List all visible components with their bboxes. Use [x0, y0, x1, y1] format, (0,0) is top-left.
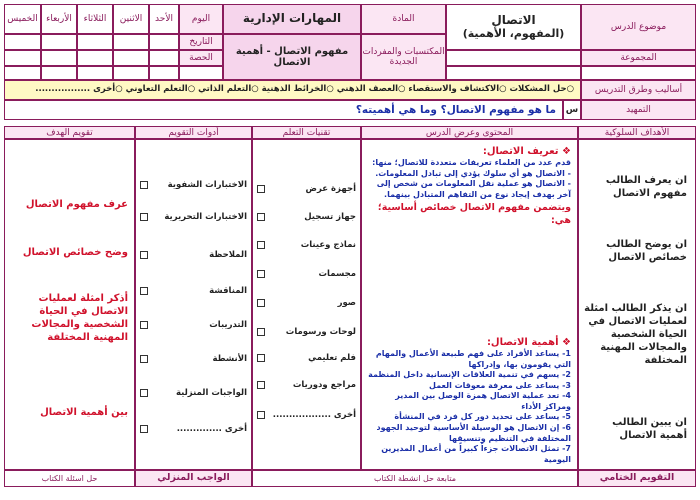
period-wed [41, 50, 77, 66]
empty-cell [77, 66, 113, 80]
checkbox[interactable] [257, 241, 265, 249]
checkbox[interactable] [257, 213, 265, 221]
goal-eval-item: عرف مفهوم الاتصال [25, 199, 128, 210]
empty-cell [113, 66, 149, 80]
content-column [361, 139, 578, 470]
col-header-assessment-tools: أدوات التقويم [135, 126, 252, 139]
group-value [446, 50, 581, 66]
importance-block [366, 336, 571, 465]
date-label: التاريخ [179, 34, 223, 50]
technique-item[interactable] [257, 212, 356, 222]
checkbox[interactable] [140, 213, 148, 221]
goal-eval-item: بين أهمية الاتصال [40, 407, 128, 418]
objective-item: ان يوضح الطالب خصائص الاتصال [606, 239, 687, 263]
group-label: المجموعة [581, 50, 696, 66]
technique-item[interactable] [257, 410, 356, 420]
checkbox[interactable] [257, 381, 265, 389]
technique-label: مراجع ودوريات [292, 380, 356, 390]
subject-label: المادة [361, 4, 446, 34]
tool-item[interactable] [140, 250, 247, 260]
goal-eval-item: أذكر امثلة لعمليات الاتصال في الحياة الشخصية والمجالات المهنية المختلفة [31, 293, 128, 343]
homework-label: الواجب المنزلي [135, 470, 252, 487]
importance-item: 4- تعد عملية الاتصال همزة الوصل بين المدير ومراكز الأداء [395, 391, 571, 411]
empty-cell [581, 66, 696, 80]
assessment-tools-column [135, 139, 252, 470]
lesson-subtitle: (المفهوم، الأهمية) [462, 26, 565, 40]
star-icon: ❖ [558, 146, 571, 157]
objective-item: ان يعرف الطالب مفهوم الاتصال [605, 175, 687, 199]
importance-item: 2- يسهم في تنمية العلاقات الإنسانية داخل المنظمة [368, 370, 571, 380]
technique-label: أجهزة عرض [305, 184, 356, 194]
tool-label: أخرى .............. [176, 424, 247, 434]
tool-label: الأنشطة [212, 354, 247, 364]
day-wed: الأربعاء [41, 4, 77, 34]
empty-cell [446, 66, 581, 80]
period-sun [149, 50, 179, 66]
date-tue [77, 34, 113, 50]
intro-q-prefix: س [563, 100, 581, 120]
intro-label: التمهيد [581, 100, 696, 120]
objective-item: ان يذكر الطالب امثلة لعمليات الاتصال في الحياة الشخصية والمجالات المهنية المختلفة [584, 303, 687, 366]
vocab-label: المكتسبات والمفردات الجديدة [361, 34, 446, 80]
technique-label: فلم تعليمي [308, 353, 356, 363]
definition-title-row [366, 145, 571, 158]
goal-eval-column [4, 139, 135, 470]
techniques-column [252, 139, 361, 470]
subject-value: المهارات الإدارية [223, 4, 361, 34]
day-tue: الثلاثاء [77, 4, 113, 34]
importance-item: 6- إن الاتصال هو الوسيلة الأساسية لتوحيد الجهود المختلفة في التنظيم وتنسيقها [376, 423, 571, 443]
importance-item: 7- تمثل الاتصالات جزءاً كبيراً من أعمال المديرين اليومية [381, 444, 571, 464]
importance-title-row [366, 336, 571, 349]
tool-label: الملاحظة [209, 250, 247, 260]
col-header-techniques: تقنيات التعلم [252, 126, 361, 139]
importance-title: أهمية الاتصال: [486, 337, 559, 348]
day-sun: الأحد [149, 4, 179, 34]
period-label: الحصة [179, 50, 223, 66]
empty-cell [179, 66, 223, 80]
technique-item[interactable] [257, 327, 356, 337]
checkbox[interactable] [140, 355, 148, 363]
date-thu [4, 34, 41, 50]
day-thu: الخميس [4, 4, 41, 34]
checkbox[interactable] [140, 389, 148, 397]
checkbox[interactable] [257, 299, 265, 307]
tool-label: الواجبات المنزلية [175, 388, 247, 398]
objective-item: ان يبين الطالب أهمية الاتصال [612, 417, 687, 441]
col-header-goal-eval: تقويم الهدف [4, 126, 135, 139]
tool-item[interactable] [140, 388, 247, 398]
technique-label: نماذج وعينات [300, 240, 356, 250]
definition-2: - الاتصال هو عملية نقل المعلومات من شخص إلى آخر بهدف إيجاد نوع من التفاهم المتبادل بينهما. [376, 179, 571, 199]
technique-item[interactable] [257, 269, 356, 279]
date-mon [113, 34, 149, 50]
tool-item[interactable] [140, 424, 247, 434]
final-eval-label: التقويم الختامي [578, 470, 696, 487]
checkbox[interactable] [140, 287, 148, 295]
tool-item[interactable] [140, 212, 247, 222]
properties-title: ويتضمن مفهوم الاتصال خصائص أساسية؛ هي: [377, 202, 571, 226]
checkbox[interactable] [257, 411, 265, 419]
objectives-column [578, 139, 696, 470]
tool-item[interactable] [140, 320, 247, 330]
technique-label: لوحات ورسومات [285, 327, 356, 337]
technique-item[interactable] [257, 298, 356, 308]
technique-label: جهاز تسجيل [304, 212, 356, 222]
technique-label: صور [337, 298, 356, 308]
checkbox[interactable] [140, 251, 148, 259]
intro-question [4, 100, 563, 120]
technique-item[interactable] [257, 240, 356, 250]
tool-label: الاختبارات التحريرية [164, 212, 247, 222]
definition-title: تعريف الاتصال: [482, 146, 559, 157]
empty-cell [41, 66, 77, 80]
tool-label: المناقشة [209, 286, 247, 296]
importance-item: 5- يساعد على تحديد دور كل فرد في المنشأة [394, 412, 571, 422]
checkbox[interactable] [257, 328, 265, 336]
intro-value: ما هو مفهوم الاتصال؟ وما هي أهميته؟ [355, 103, 556, 116]
importance-item: 1- يساعد الأفراد على فهم طبيعة الأعمال والمهام التي يقومون بها، وإدراكها [375, 349, 571, 369]
day-mon: الاثنين [113, 4, 149, 34]
tool-label: التدريبات [209, 320, 247, 330]
empty-cell [4, 66, 41, 80]
definition-block [366, 145, 571, 227]
technique-item[interactable] [257, 184, 356, 194]
lesson-title: الاتصال [491, 12, 536, 27]
homework-value: حل اسئلة الكتاب [4, 470, 135, 487]
empty-cell [149, 66, 179, 80]
technique-label: مجسمات [318, 269, 356, 279]
methods-value: ○حل المشكلات ○الاكتشاف والاستقصاء ○العصف الذهني ○الخرائط الذهنية ○التعلم الذاتي ○التعلم التعاوني ○أخرى ................. [4, 80, 581, 100]
tool-item[interactable] [140, 354, 247, 364]
definition-1: - الاتصال هو أي سلوك يؤدي إلى تبادل المعلومات. [375, 168, 571, 178]
methods-label: أساليب وطرق التدريس [581, 80, 696, 100]
checkbox[interactable] [257, 270, 265, 278]
technique-label: أخرى .................. [272, 410, 356, 420]
importance-item: 3- يساعد على معرفة معوقات العمل [429, 380, 571, 390]
date-sun [149, 34, 179, 50]
lesson-topic-label: موضوع الدرس [581, 4, 696, 50]
definition-intro: قدم عدد من العلماء تعريفات متعددة للاتصال؛ منها: [372, 158, 571, 168]
checkbox[interactable] [140, 321, 148, 329]
lesson-title-cell [446, 4, 581, 50]
col-header-objectives: الأهداف السلوكية [578, 126, 696, 139]
tool-label: الاختبارات الشفوية [167, 180, 247, 190]
goal-eval-item: وضح خصائص الاتصال [22, 247, 128, 258]
checkbox[interactable] [140, 425, 148, 433]
tool-item[interactable] [140, 180, 247, 190]
tool-item[interactable] [140, 286, 247, 296]
final-eval-value: متابعة حل انشطة الكتاب [252, 470, 578, 487]
checkbox[interactable] [257, 185, 265, 193]
period-thu [4, 50, 41, 66]
technique-item[interactable] [257, 353, 356, 363]
period-tue [77, 50, 113, 66]
period-mon [113, 50, 149, 66]
col-header-content: المحتوى وعرض الدرس [361, 126, 578, 139]
star-icon: ❖ [558, 337, 571, 348]
vocab-value: مفهوم الاتصال - أهمية الاتصال [223, 34, 361, 80]
date-wed [41, 34, 77, 50]
technique-item[interactable] [257, 380, 356, 390]
checkbox[interactable] [140, 181, 148, 189]
days-label: اليوم [179, 4, 223, 34]
checkbox[interactable] [257, 354, 265, 362]
